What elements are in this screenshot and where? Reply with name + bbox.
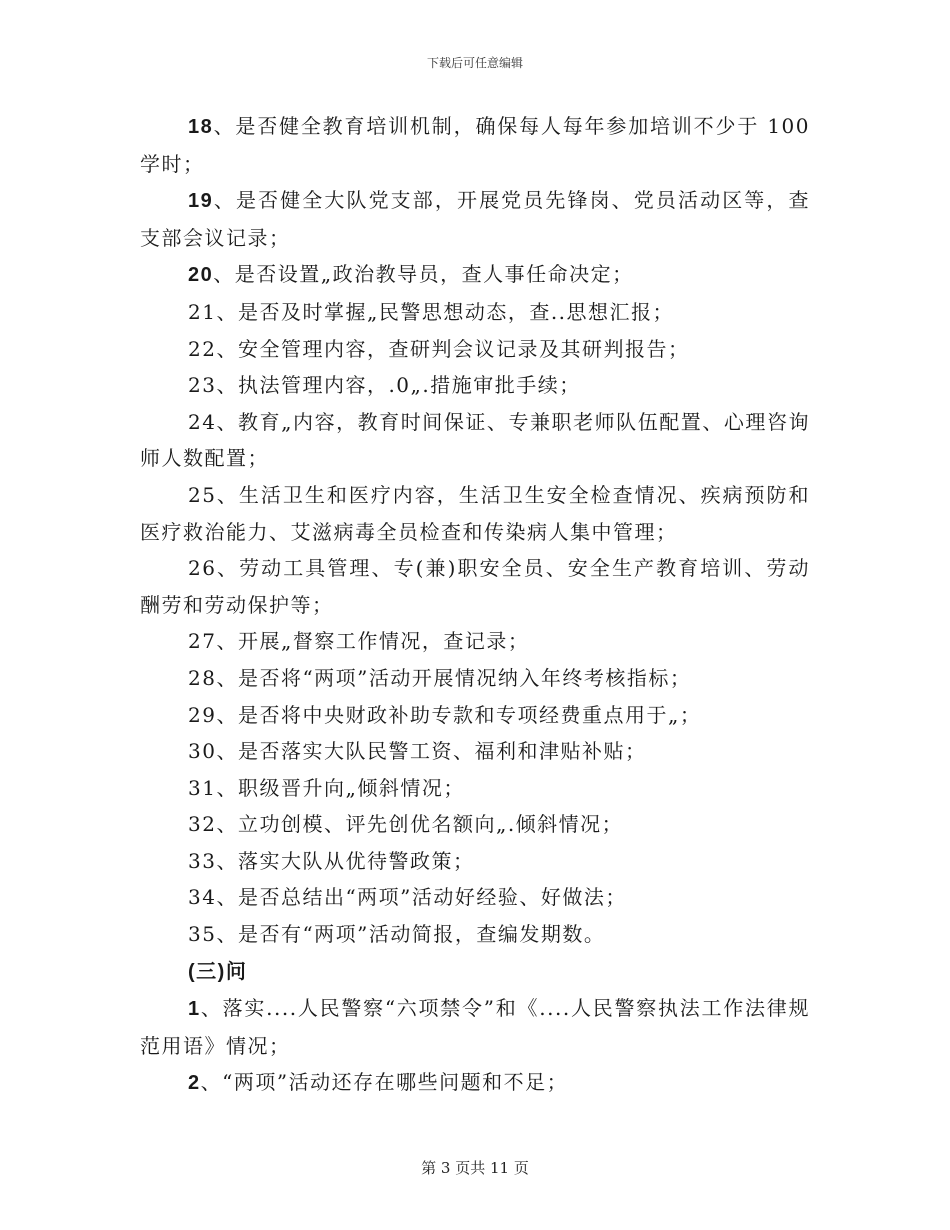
section-heading-ask bbox=[140, 953, 810, 991]
item-text: 、是否设置„政治教导员，查人事任命决定； bbox=[213, 262, 634, 287]
paragraph-27 bbox=[140, 623, 810, 660]
item-text: 、落实....人民警察“六项禁令”和《....人民警察执法工作法律规范用语》情况； bbox=[140, 996, 810, 1058]
page-header: 下载后可任意编辑 bbox=[426, 56, 523, 70]
paragraph-24 bbox=[140, 404, 810, 477]
item-text: 、是否健全大队党支部，开展党员先锋岗、党员活动区等，查支部会议记录； bbox=[140, 188, 810, 250]
item-number: 27 bbox=[188, 629, 217, 654]
item-text: 、是否健全教育培训机制，确保每人每年参加培训不少于 100 学时； bbox=[140, 114, 810, 176]
paragraph-35 bbox=[140, 916, 810, 953]
paragraph-19 bbox=[140, 182, 810, 256]
item-number: 25 bbox=[188, 482, 217, 507]
paragraph-31 bbox=[140, 770, 810, 807]
item-number: 19 bbox=[188, 190, 214, 213]
item-text: 、是否将“两项”活动开展情况纳入年终考核指标； bbox=[216, 665, 692, 690]
paragraph-32 bbox=[140, 806, 810, 843]
item-text: 、是否落实大队民警工资、福利和津贴补贴； bbox=[216, 739, 647, 764]
paragraph-21 bbox=[140, 294, 810, 331]
item-text: 、生活卫生和医疗内容，生活卫生安全检查情况、疾病预防和医疗救治能力、艾滋病毒全员检查和传染病人集中管理； bbox=[140, 482, 810, 544]
paragraph-q1 bbox=[140, 990, 810, 1064]
item-number: 32 bbox=[188, 812, 217, 837]
item-number: 20 bbox=[188, 264, 214, 287]
item-text: 、是否总结出“两项”活动好经验、好做法； bbox=[216, 885, 627, 910]
item-number: 35 bbox=[188, 922, 217, 947]
item-text: 、是否及时掌握„民警思想动态，查..思想汇报； bbox=[216, 299, 675, 324]
item-text: 、立功创模、评先创优名额向„.倾斜情况； bbox=[216, 812, 624, 837]
section-heading: (三)问 bbox=[188, 960, 248, 983]
item-number: 21 bbox=[188, 299, 217, 324]
item-text: 、安全管理内容，查研判会议记录及其研判报告； bbox=[216, 336, 690, 361]
item-text: 、是否有“两项”活动简报，查编发期数。 bbox=[216, 922, 606, 947]
item-number: 30 bbox=[188, 739, 217, 764]
item-number: 18 bbox=[188, 116, 214, 138]
paragraph-q2 bbox=[140, 1064, 810, 1102]
item-number: 33 bbox=[188, 848, 217, 873]
paragraph-23 bbox=[140, 367, 810, 404]
item-number: 29 bbox=[188, 702, 217, 727]
document-body bbox=[140, 108, 810, 1102]
item-number: 2 bbox=[188, 1072, 201, 1095]
item-number: 31 bbox=[188, 775, 217, 800]
item-text: 、教育„内容，教育时间保证、专兼职老师队伍配置、心理咨询师人数配置； bbox=[140, 409, 810, 471]
item-text: 、开展„督察工作情况，查记录； bbox=[216, 629, 530, 654]
paragraph-20 bbox=[140, 256, 810, 294]
item-text: 、落实大队从优待警政策； bbox=[216, 848, 475, 873]
paragraph-22 bbox=[140, 331, 810, 368]
paragraph-30 bbox=[140, 733, 810, 770]
item-text: 、劳动工具管理、专(兼)职安全员、安全生产教育培训、劳动酬劳和劳动保护等； bbox=[140, 556, 810, 617]
paragraph-34 bbox=[140, 879, 810, 916]
item-number: 28 bbox=[188, 665, 217, 690]
item-text: 、是否将中央财政补助专款和专项经费重点用于„； bbox=[216, 702, 702, 727]
item-number: 22 bbox=[188, 336, 217, 361]
paragraph-25 bbox=[140, 477, 810, 550]
item-number: 1 bbox=[188, 998, 201, 1021]
paragraph-33 bbox=[140, 843, 810, 880]
item-text: 、职级晋升向„倾斜情况； bbox=[216, 775, 465, 800]
paragraph-26 bbox=[140, 550, 810, 623]
item-text: 、执法管理内容，.0„.措施审批手续； bbox=[216, 373, 581, 398]
item-number: 23 bbox=[188, 373, 217, 398]
paragraph-29 bbox=[140, 697, 810, 734]
paragraph-28 bbox=[140, 660, 810, 697]
page-footer: 第 3 页共 11 页 bbox=[421, 1159, 529, 1177]
item-number: 34 bbox=[188, 885, 217, 910]
item-number: 24 bbox=[188, 409, 217, 434]
item-number: 26 bbox=[188, 556, 217, 581]
item-text: 、“两项”活动还存在哪些问题和不足； bbox=[200, 1070, 569, 1095]
paragraph-18 bbox=[140, 108, 810, 182]
